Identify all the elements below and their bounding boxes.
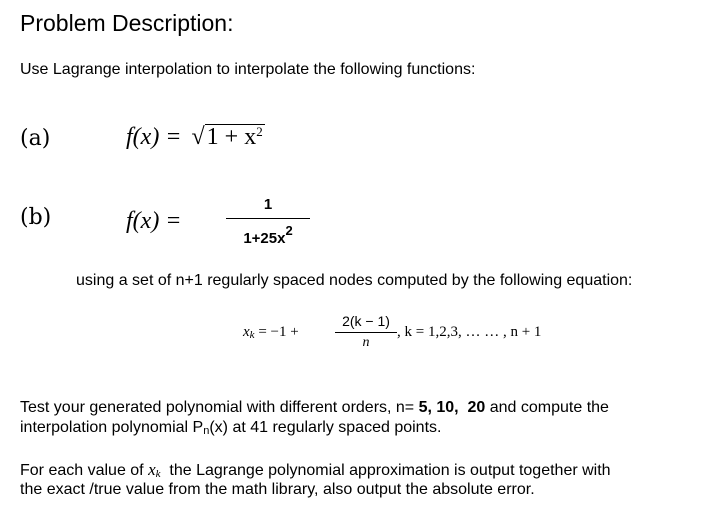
each-text-a: For each value of <box>20 462 149 479</box>
part-b-fraction <box>226 196 310 247</box>
test-order-20: 20 <box>467 399 486 416</box>
node-equation-lhs <box>243 324 299 341</box>
test-line2-b: (x) at 41 regularly spaced points. <box>209 419 442 436</box>
part-b-den-exp: 2 <box>285 223 293 238</box>
node-rhs: = −1 + <box>254 324 299 340</box>
part-a-exponent: 2 <box>256 124 263 139</box>
node-x-sub: k <box>249 329 255 341</box>
fraction-bar <box>226 218 310 219</box>
fraction-bar <box>335 332 397 333</box>
part-a-lhs: f(x) = <box>126 124 182 150</box>
part-b-numerator: 1 <box>263 196 273 213</box>
part-a-radicand: 1 + x <box>206 124 257 150</box>
each-line-2: the exact /true value from the math library, also output the absolute error. <box>20 481 535 498</box>
part-b-denominator <box>226 223 310 247</box>
part-b-lhs: f(x) = <box>126 208 182 234</box>
part-a-equation <box>126 124 265 151</box>
node-fraction-denominator: n <box>362 335 370 350</box>
test-line-2 <box>20 418 441 441</box>
each-x-sub: k <box>155 468 161 480</box>
test-orders: 5, 10, <box>418 399 459 416</box>
test-line2-sub: n <box>203 425 210 437</box>
part-b-label: (b) <box>20 205 52 230</box>
test-line2-a: interpolation polynomial P <box>20 419 204 436</box>
node-fraction <box>335 313 397 351</box>
test-line-1 <box>20 398 609 418</box>
test-gap <box>459 399 468 416</box>
test-text-a: Test your generated polynomial with different orders, n= <box>20 399 419 416</box>
each-x: x <box>148 460 156 479</box>
node-x: x <box>243 324 250 340</box>
sqrt-symbol: $√1 + x^2$ <box>191 124 263 150</box>
node-fraction-numerator: 2(k − 1) <box>342 313 390 329</box>
intro-text: Use Lagrange interpolation to interpolate the following functions: <box>20 61 476 78</box>
each-text-b: the Lagrange polynomial approximation is output together with <box>160 462 611 479</box>
part-a-label: (a) <box>20 126 51 151</box>
test-text-b: and compute the <box>485 399 609 416</box>
page-title: Problem Description: <box>20 10 234 36</box>
nodes-description: using a set of n+1 regularly spaced nodes computed by the following equation: <box>76 272 633 289</box>
node-equation-tail: , k = 1,2,3, … … , n + 1 <box>397 324 542 340</box>
part-b-den-base: 1+25x <box>243 230 286 247</box>
